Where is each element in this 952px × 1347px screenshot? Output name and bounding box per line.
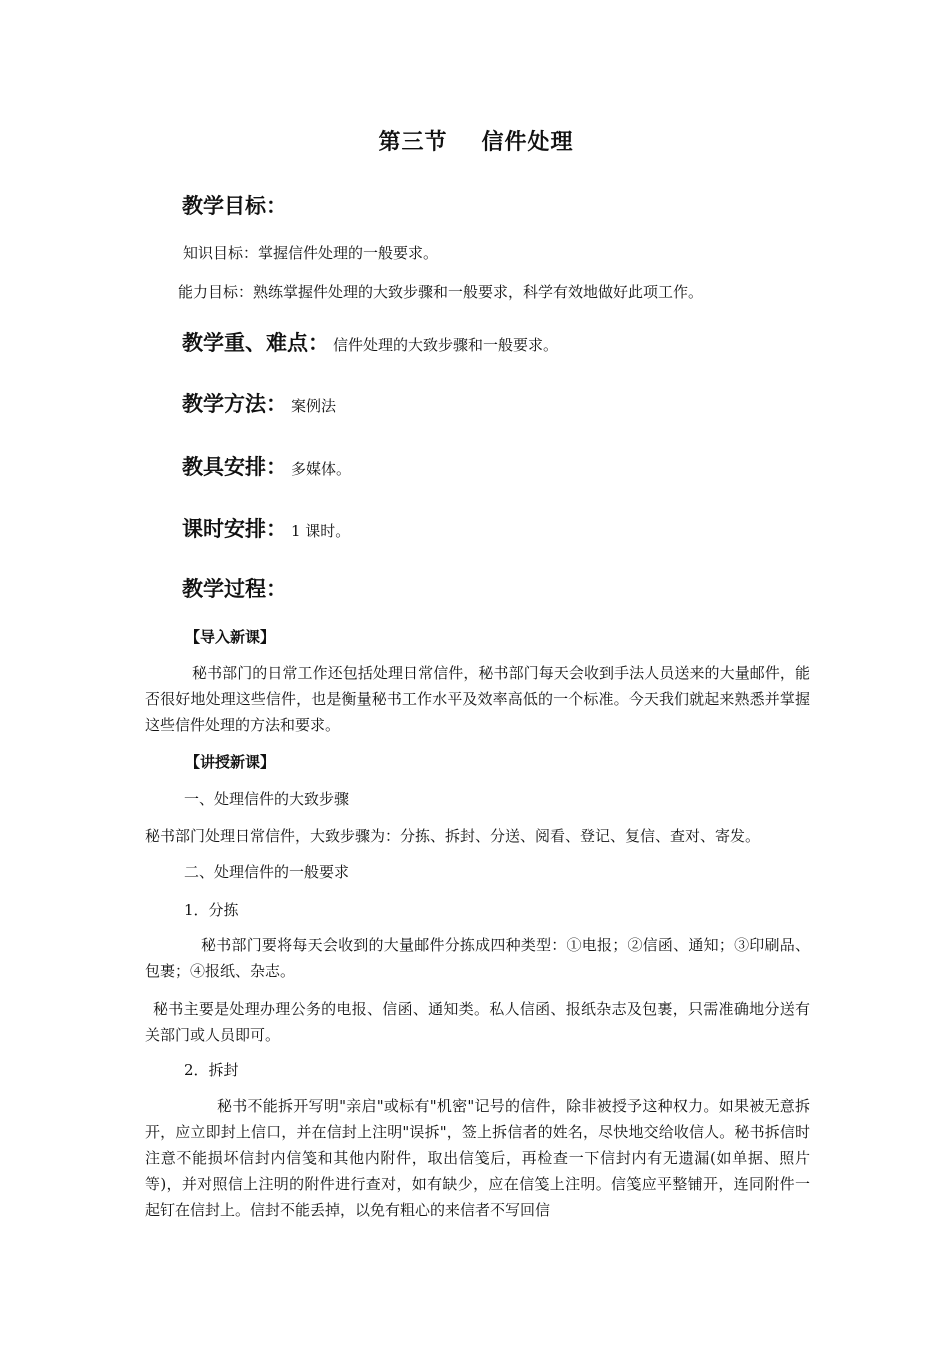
key-points-value: 信件处理的大致步骤和一般要求。 <box>333 336 559 354</box>
section2-title: 二、处理信件的一般要求 <box>184 863 350 881</box>
title-section-name: 信件处理 <box>481 130 574 155</box>
item2-title: 2．拆封 <box>184 1061 239 1079</box>
key-points-row <box>182 327 558 357</box>
section1-text: 秘书部门处理日常信件，大致步骤为：分拣、拆封、分送、阅看、登记、复信、查对、寄发。 <box>145 827 761 845</box>
item1-paragraph: 秘书部门要将每天会收到的大量邮件分拣成四种类型：①电报；②信函、通知；③印刷品、包裹；④报纸、杂志。 <box>145 936 810 980</box>
item1-paragraph-2: 秘书主要是处理办理公务的电报、信函、通知类。私人信函、报纸杂志及包裹，只需准确地分送有关部门或人员即可。 <box>145 1000 810 1044</box>
hours-row <box>182 513 350 543</box>
page-title <box>0 125 952 156</box>
item1-title: 1．分拣 <box>184 901 239 919</box>
hours-value: 1 课时。 <box>291 522 351 540</box>
lecture-heading: 【讲授新课】 <box>185 753 276 771</box>
knowledge-objective: 知识目标：掌握信件处理的一般要求。 <box>183 244 439 262</box>
method-row <box>182 388 336 418</box>
key-points-heading: 教学重、难点： <box>182 331 329 355</box>
objectives-heading: 教学目标： <box>182 194 287 218</box>
intro-paragraph: 秘书部门的日常工作还包括处理日常信件，秘书部门每天会收到手法人员送来的大量邮件，能否很好地处理这些信件，也是衡量秘书工作水平及效率高低的一个标准。今天我们就起来熟悉并掌握这些信件处理的方法和要求。 <box>145 664 810 734</box>
tools-heading: 教具安排： <box>182 455 287 479</box>
method-value: 案例法 <box>291 397 337 415</box>
process-heading: 教学过程： <box>182 577 287 601</box>
method-heading: 教学方法： <box>182 392 287 416</box>
tools-row <box>182 451 351 481</box>
title-section-number: 第三节 <box>378 130 448 155</box>
hours-heading: 课时安排： <box>182 517 287 541</box>
tools-value: 多媒体。 <box>291 460 352 478</box>
ability-objective: 能力目标：熟练掌握件处理的大致步骤和一般要求，科学有效地做好此项工作。 <box>178 283 704 301</box>
intro-heading: 【导入新课】 <box>185 628 276 646</box>
section1-title: 一、处理信件的大致步骤 <box>184 790 350 808</box>
item2-paragraph: 秘书不能拆开写明"亲启"或标有"机密"记号的信件，除非被授予这种权力。如果被无意拆开，应立即封上信口，并在信封上注明"误拆"，签上拆信者的姓名，尽快地交给收信人。秘书拆信时注意不能损坏信封内信笺和其他内附件，取出信笺后，再检查一下信封内有无遗漏(如单据、照片等)，并对照信上注明的附件进行查对，如有缺少，应在信笺上注明。信笺应平整铺开，连同附件一起钉在信封上。信封不能丢掉，以免有粗心的来信者不写回信 <box>145 1097 810 1219</box>
